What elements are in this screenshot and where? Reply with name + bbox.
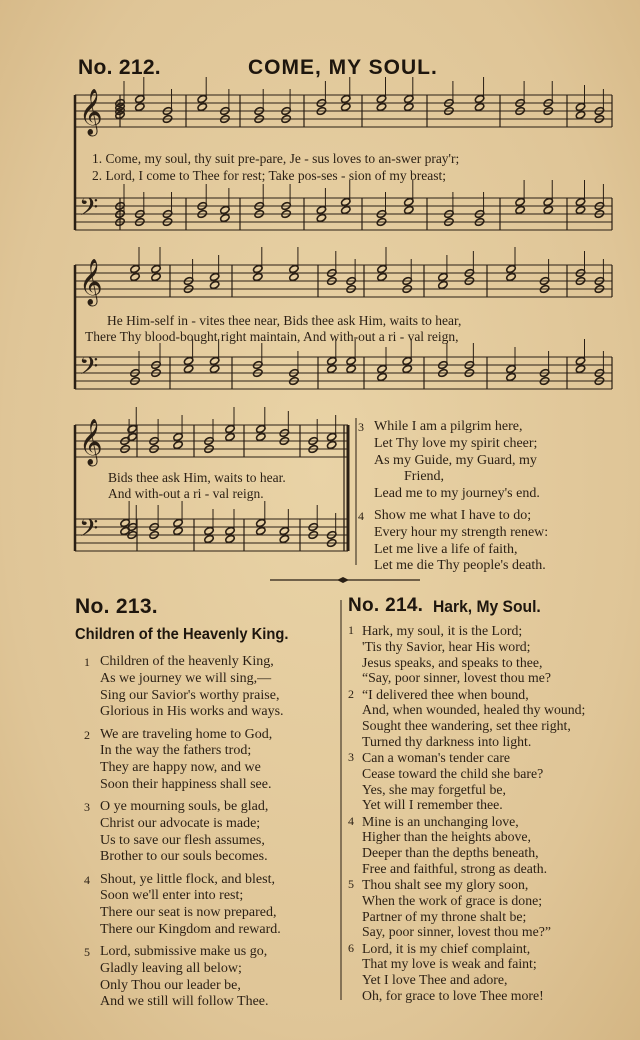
verse-number: 5 xyxy=(84,945,90,959)
note-head xyxy=(377,372,388,381)
verse-line: Thou shalt see my glory soon, xyxy=(362,877,529,892)
note-head xyxy=(134,102,145,111)
verse xyxy=(84,654,284,721)
verse-line: Yes, she may forgetful be, xyxy=(362,781,506,797)
note-head xyxy=(506,272,517,281)
verse-line: And, when wounded, healed thy wound; xyxy=(362,702,586,718)
note-head xyxy=(151,272,162,281)
verse-line: We are traveling home to God, xyxy=(100,726,273,742)
verse xyxy=(358,419,540,503)
hymn-number: No. 214. xyxy=(348,595,424,616)
verse-line: Lord, submissive make us go, xyxy=(100,944,268,959)
verse-number: 4 xyxy=(84,872,90,887)
verse xyxy=(348,686,586,750)
lyrics-line: He Him-self in - vites thee near, Bids thee ask Him, waits to hear, xyxy=(107,313,462,328)
note-head xyxy=(438,280,449,289)
note-head xyxy=(225,534,236,543)
note-head xyxy=(209,280,220,289)
verse-line: That my love is weak and faint; xyxy=(362,956,537,972)
verse xyxy=(348,750,544,813)
note-head xyxy=(515,205,526,214)
verse-line: In the way the fathers trod; xyxy=(100,743,252,759)
verse xyxy=(348,940,544,1004)
verse-line: Soon their happiness shall see. xyxy=(100,776,272,792)
verse-line: Every hour my strength renew: xyxy=(374,524,549,540)
verse-line: Higher than the heights above, xyxy=(362,829,531,845)
bass-clef: 𝄢 xyxy=(79,352,99,387)
note-head xyxy=(279,534,290,543)
verse xyxy=(84,944,269,1011)
treble-clef: 𝄞 xyxy=(79,89,103,135)
lyrics-line: There Thy blood-bought right maintain, And with-out a ri - val reign, xyxy=(85,329,459,344)
verse-line: There our Kingdom and reward. xyxy=(100,921,281,937)
hymn-number: No. 213. xyxy=(75,595,158,618)
verse-line: Yet I love Thee and adore, xyxy=(362,972,508,988)
note-head xyxy=(506,372,517,381)
verse-line: O ye mourning souls, be glad, xyxy=(100,799,269,814)
verse-line: Lead me to my journey's end. xyxy=(374,486,540,502)
note-head xyxy=(575,205,586,214)
verse xyxy=(348,813,548,877)
verse-line: Cease toward the child she bare? xyxy=(362,765,544,781)
verse-number: 4 xyxy=(358,509,364,523)
lyrics-line: Bids thee ask Him, waits to hear. xyxy=(108,470,286,485)
bass-clef: 𝄢 xyxy=(79,514,99,549)
verse-line: As my Guide, my Guard, my xyxy=(374,452,537,468)
verse-line: Say, poor sinner, lovest thou me?” xyxy=(362,924,551,940)
verse-line: Glorious in His works and ways. xyxy=(100,704,284,720)
note-head xyxy=(403,205,414,214)
note-head xyxy=(127,432,138,441)
verse xyxy=(348,877,551,940)
treble-clef: 𝄞 xyxy=(79,419,103,465)
verse-number: 3 xyxy=(84,800,90,814)
treble-clef: 𝄞 xyxy=(79,259,103,305)
verse-line: They are happy now, and we xyxy=(100,760,261,776)
note-head xyxy=(209,364,220,373)
note-head xyxy=(340,205,351,214)
note-head xyxy=(183,364,194,373)
verse xyxy=(84,726,273,794)
verse-line: While I am a pilgrim here, xyxy=(374,419,523,434)
verse-line: “I delivered thee when bound, xyxy=(362,686,529,702)
verse-line: Lord, it is my chief complaint, xyxy=(362,940,531,956)
verse-line: Let Thy love my spirit cheer; xyxy=(374,435,538,451)
verse-line: And we still will follow Thee. xyxy=(100,994,269,1010)
verse-number: 2 xyxy=(84,727,90,742)
verse-line: Yet will I remember thee. xyxy=(362,797,503,813)
hymn-title: COME, MY SOUL. xyxy=(248,56,438,79)
verse-number: 5 xyxy=(348,877,354,891)
verse-number: 1 xyxy=(348,623,354,637)
note-head xyxy=(130,272,141,281)
verse-number: 1 xyxy=(84,655,90,669)
divider-ornament xyxy=(337,577,349,583)
note-head xyxy=(474,102,485,111)
verse-line: Deeper than the depths beneath, xyxy=(362,845,539,861)
verse xyxy=(348,623,551,686)
verse-line: Let me die Thy people's death. xyxy=(374,558,546,574)
verse-line: Us to save our flesh assumes, xyxy=(100,832,265,848)
verse-line: Sing our Savior's worthy praise, xyxy=(100,687,280,703)
verse-number: 3 xyxy=(348,750,354,764)
verse xyxy=(84,799,269,866)
verse-line: Sought thee wandering, set thee right, xyxy=(362,718,571,734)
verse-line: Christ our advocate is made; xyxy=(100,815,261,831)
verse-line: When the work of grace is done; xyxy=(362,892,543,908)
bass-clef: 𝄢 xyxy=(79,193,99,228)
verse-line: Can a woman's tender care xyxy=(362,750,511,765)
verse-number: 2 xyxy=(348,686,354,701)
note-head xyxy=(173,440,184,449)
verse-line: Mine is an unchanging love, xyxy=(362,813,519,829)
verse-number: 3 xyxy=(358,420,364,434)
note-head xyxy=(340,102,351,111)
verse-line: Gladly leaving all below; xyxy=(100,960,242,976)
verse-line: Friend, xyxy=(404,469,445,485)
note-head xyxy=(252,272,263,281)
note-head xyxy=(376,102,387,111)
verse-line: Let me live a life of faith, xyxy=(374,541,518,557)
note-head xyxy=(204,534,215,543)
note-head xyxy=(326,440,337,449)
note-head xyxy=(377,272,388,281)
verse-number: 4 xyxy=(348,813,354,828)
verse-line: Hark, my soul, it is the Lord; xyxy=(362,623,523,638)
note-head xyxy=(289,272,300,281)
note-head xyxy=(575,364,586,373)
verse-line: Brother to our souls becomes. xyxy=(100,849,268,865)
note-head xyxy=(403,102,414,111)
note-head xyxy=(255,526,266,535)
note-head xyxy=(316,213,327,222)
lyrics-line: 2. Lord, I come to Thee for rest; Take pos-ses - sion of my breast; xyxy=(92,168,446,183)
verse-line: There our seat is now prepared, xyxy=(100,905,277,921)
verse-line: Children of the heavenly King, xyxy=(100,654,274,669)
verse-line: Shout, ye little flock, and blest, xyxy=(100,871,275,887)
verse-line: Turned thy darkness into light. xyxy=(362,733,532,749)
verse xyxy=(358,508,549,575)
hymn-number: No. 212. xyxy=(78,56,161,79)
note-head xyxy=(220,213,231,222)
note-head xyxy=(173,526,184,535)
verse xyxy=(84,871,281,939)
note-head xyxy=(575,110,586,119)
hymn-title: Children of the Heavenly King. xyxy=(75,626,289,643)
verse-number: 6 xyxy=(348,940,354,955)
note-head xyxy=(255,432,266,441)
note-head xyxy=(225,432,236,441)
verse-line: 'Tis thy Savior, hear His word; xyxy=(362,638,531,654)
note-head xyxy=(402,364,413,373)
verse-line: Partner of my throne shalt be; xyxy=(362,908,527,924)
verse-line: “Say, poor sinner, lovest thou me? xyxy=(362,670,551,686)
verse-line: Free and faithful, strong as death. xyxy=(362,860,548,876)
verse-line: Oh, for grace to love Thee more! xyxy=(362,987,544,1003)
verse-line: Soon we'll enter into rest; xyxy=(100,888,244,904)
lyrics-line: And with-out a ri - val reign. xyxy=(108,486,264,501)
verse-line: Only Thou our leader be, xyxy=(100,977,241,993)
lyrics-line: 1. Come, my soul, thy suit pre-pare, Je - sus loves to an-swer pray'r; xyxy=(92,151,460,166)
hymn-title: Hark, My Soul. xyxy=(433,597,541,616)
verse-line: Show me what I have to do; xyxy=(374,508,532,523)
note-head xyxy=(346,364,357,373)
verse-line: Jesus speaks, and speaks to thee, xyxy=(362,654,543,670)
note-head xyxy=(197,102,208,111)
verse-line: As we journey we will sing,— xyxy=(100,670,272,686)
note-head xyxy=(543,205,554,214)
note-head xyxy=(326,364,337,373)
